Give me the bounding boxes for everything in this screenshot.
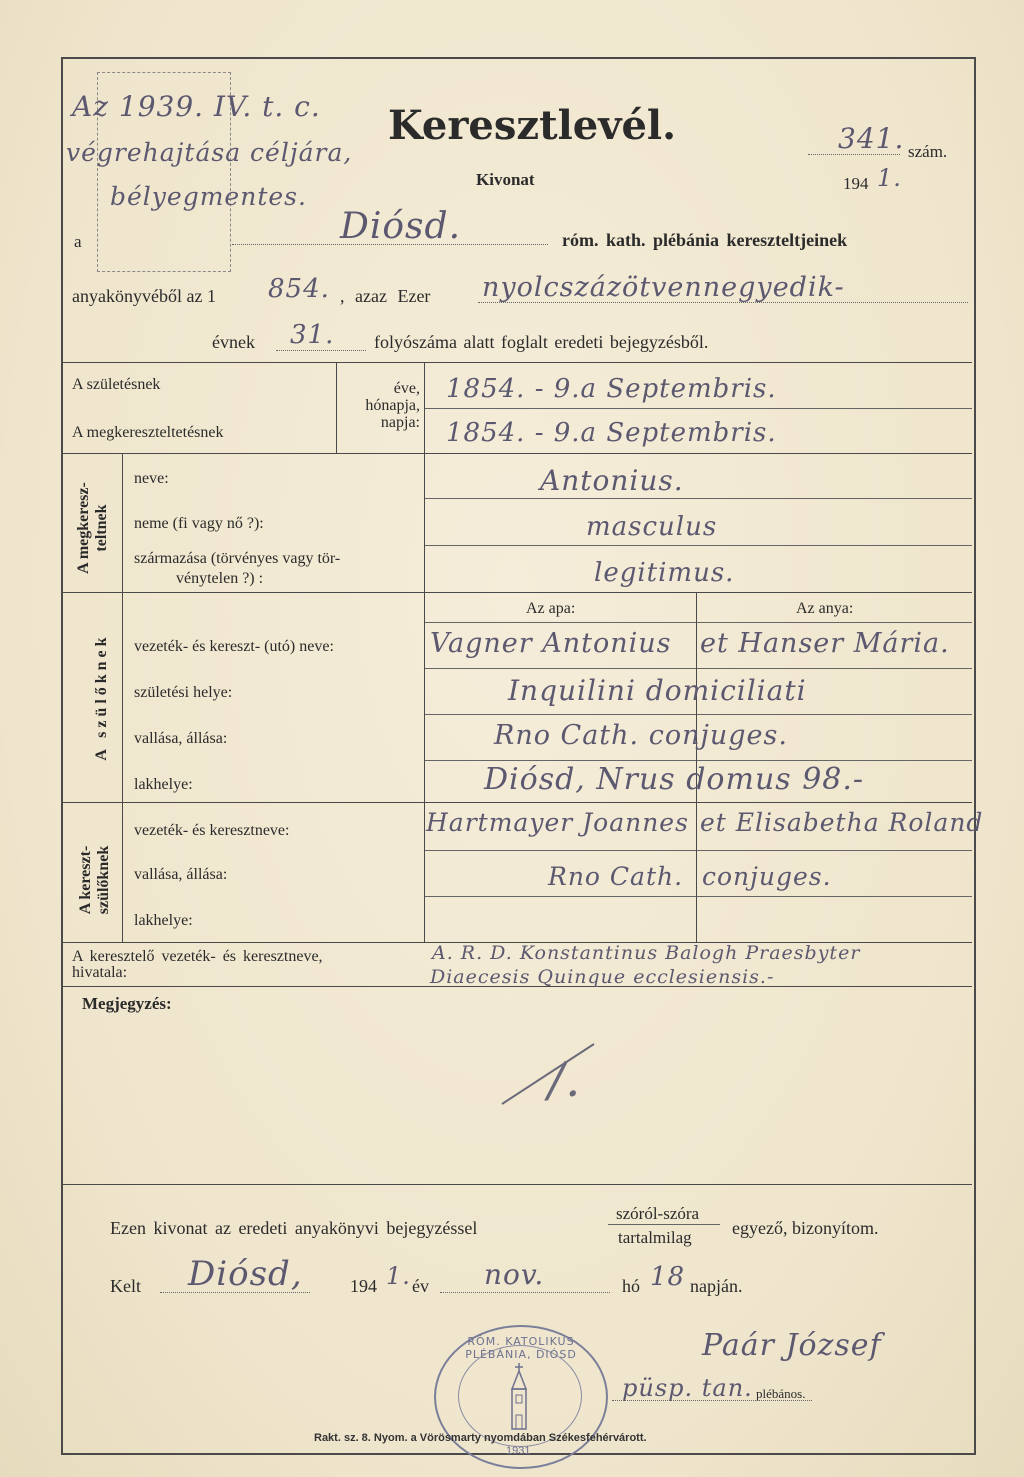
header-year-print: 194 <box>843 174 869 193</box>
parents-religion-value: Rno Cath. conjuges. <box>494 720 788 751</box>
col-values <box>424 362 425 942</box>
rule-parents-head <box>424 622 972 623</box>
rule-god-2 <box>424 896 972 897</box>
rule-parents-2 <box>424 714 972 715</box>
signature-role: plébános. <box>756 1386 806 1401</box>
signature-name: Paár József <box>702 1328 882 1363</box>
father-name-value: Vagner Antonius <box>430 628 672 659</box>
parents-residence-value: Diósd, Nrus domus 98.- <box>484 762 865 797</box>
kelt-place: Diósd, <box>188 1254 303 1294</box>
margin-note-line3: bélyegmentes. <box>110 182 307 211</box>
father-header: Az apa: <box>526 600 576 617</box>
baptism-label: A megkereszteltetésnek <box>72 424 224 441</box>
godparents-religion-label: vallása, állása: <box>134 866 228 883</box>
certification-option-2: tartalmilag <box>618 1228 692 1247</box>
kelt-place-line <box>160 1292 310 1293</box>
kelt-year-hand: 1. <box>386 1262 411 1290</box>
azaz-label: , azaz Ezer <box>340 286 431 306</box>
document-subtitle: Kivonat <box>476 170 535 189</box>
certification-text-2: egyező, bizonyítom. <box>732 1218 879 1238</box>
parents-birthplace-value: Inquilini domiciliati <box>508 674 807 707</box>
godparents-religion-value-2: conjuges. <box>702 862 832 891</box>
mother-header: Az anya: <box>796 600 854 617</box>
parents-section-label: A szülőknek <box>93 633 110 761</box>
parish-seal-text: RÓM. KATOLIKUS PLÉBÁNIA, DIÓSD <box>465 1335 577 1361</box>
rule-parents-1 <box>424 668 972 669</box>
child-sex-value: masculus <box>586 512 718 542</box>
parents-religion-label: vallása, állása: <box>134 730 228 747</box>
rule-parents-top <box>61 592 972 593</box>
officiant-value-1: A. R. D. Konstantinus Balogh Praesbyter <box>432 942 861 964</box>
document-title: Keresztlevél. <box>388 102 677 149</box>
rule-dates-mid <box>424 408 972 409</box>
kelt-month: nov. <box>484 1258 545 1291</box>
church-icon <box>504 1363 534 1433</box>
rule-god-1 <box>424 850 972 851</box>
godparents-name-value-2: et Elisabetha Roland <box>700 808 984 837</box>
parents-name-label: vezeték- és kereszt- (utó) neve: <box>134 638 334 655</box>
godparents-name-value-1: Hartmayer Joannes <box>426 808 689 837</box>
godparents-religion-value-1: Rno Cath. <box>548 862 684 891</box>
col-dates-label <box>336 362 337 453</box>
year-in-words: nyolcszázötvennegyedik- <box>482 272 845 303</box>
birth-date-value: 1854. - 9.a Septembris. <box>446 374 777 404</box>
kelt-month-line <box>440 1292 610 1293</box>
printer-footer: Rakt. sz. 8. Nyom. a Vörösmarty nyomdában Székesfehérvárott. <box>314 1432 647 1444</box>
certification-option-divider <box>608 1224 720 1225</box>
child-legit-label-1: származása (törvényes vagy tör- <box>134 550 341 567</box>
certification-text-1: Ezen kivonat az eredeti anyakönyvi bejegyzéssel <box>110 1218 478 1238</box>
officiant-label-2: hivatala: <box>72 964 128 981</box>
child-section-label: A megkeresz-teltnek <box>75 482 110 574</box>
baptism-date-value: 1854. - 9.a Septembris. <box>446 418 777 448</box>
kelt-ho-label: hó <box>622 1276 640 1296</box>
rule-dates-top <box>61 362 972 363</box>
book-year: 854. <box>268 274 330 304</box>
parish-name: Diósd. <box>340 206 462 247</box>
birth-label: A születésnek <box>72 376 161 393</box>
kelt-year-print: 194 <box>350 1276 377 1296</box>
parents-residence-label: lakhelye: <box>134 776 193 793</box>
year-words-line <box>478 302 968 303</box>
rule-parents-3 <box>424 760 972 761</box>
header-year-hand: 1. <box>877 164 902 192</box>
child-legit-label-2: vénytelen ?) : <box>176 570 264 587</box>
margin-note-line1: Az 1939. IV. t. c. <box>72 90 321 123</box>
margin-note-line2: végrehajtása céljára, <box>66 138 353 167</box>
rule-child-top <box>61 453 972 454</box>
remarks-value: /. <box>548 1052 582 1108</box>
child-name-value: Antonius. <box>540 464 684 497</box>
signature-title: püsp. tan. <box>622 1374 753 1402</box>
number-line <box>808 154 900 155</box>
number-label: szám. <box>908 142 948 161</box>
officiant-label-1: A keresztelő vezeték- és keresztneve, <box>72 948 323 965</box>
folio-number: 31. <box>290 320 335 350</box>
date-column-label <box>344 380 420 431</box>
folio-line <box>276 350 366 351</box>
parents-birthplace-label: születési helye: <box>134 684 233 701</box>
godparents-section-label: A kereszt-szülőknek <box>77 845 112 915</box>
kelt-ev-label: év <box>412 1276 429 1296</box>
child-name-label: neve: <box>134 470 169 487</box>
parish-suffix: róm. kath. plébánia kereszteltjeinek <box>562 230 848 250</box>
remarks-strike-icon <box>498 1040 598 1110</box>
parish-seal <box>434 1325 608 1469</box>
book-label: anyakönyvéből az 1 <box>72 286 216 306</box>
intro-a-label: a <box>74 232 82 251</box>
col-god-split <box>696 802 697 942</box>
kelt-label: Kelt <box>110 1276 141 1296</box>
child-legit-value: legitimus. <box>594 558 735 588</box>
evnek-label: évnek <box>212 332 255 352</box>
godparents-name-label: vezeték- és keresztneve: <box>134 822 290 839</box>
date-column-label-text: éve, hónapja, napja: <box>365 380 420 431</box>
parish-seal-year: 1931 <box>506 1445 531 1457</box>
certification-option-1: szóról-szóra <box>616 1204 700 1223</box>
rule-godparents-top <box>61 802 972 803</box>
signature-line <box>612 1400 812 1401</box>
remarks-label: Megjegyzés: <box>82 994 172 1013</box>
rule-certification-top <box>61 1184 972 1185</box>
kelt-day: 18 <box>650 1262 686 1292</box>
godparents-residence-label: lakhelye: <box>134 912 193 929</box>
rule-child-1 <box>424 498 972 499</box>
parish-line <box>232 244 548 245</box>
folio-suffix: folyószáma alatt foglalt eredeti bejegyzésből. <box>374 332 709 352</box>
child-sex-label: neme (fi vagy nő ?): <box>134 515 264 532</box>
document-number: 341. <box>838 122 905 155</box>
officiant-value-2: Diaecesis Quinque ecclesiensis.- <box>430 966 775 988</box>
col-section <box>122 453 123 942</box>
rule-child-2 <box>424 545 972 546</box>
kelt-napjan-label: napján. <box>690 1276 743 1296</box>
mother-name-value: et Hanser Mária. <box>700 628 950 659</box>
